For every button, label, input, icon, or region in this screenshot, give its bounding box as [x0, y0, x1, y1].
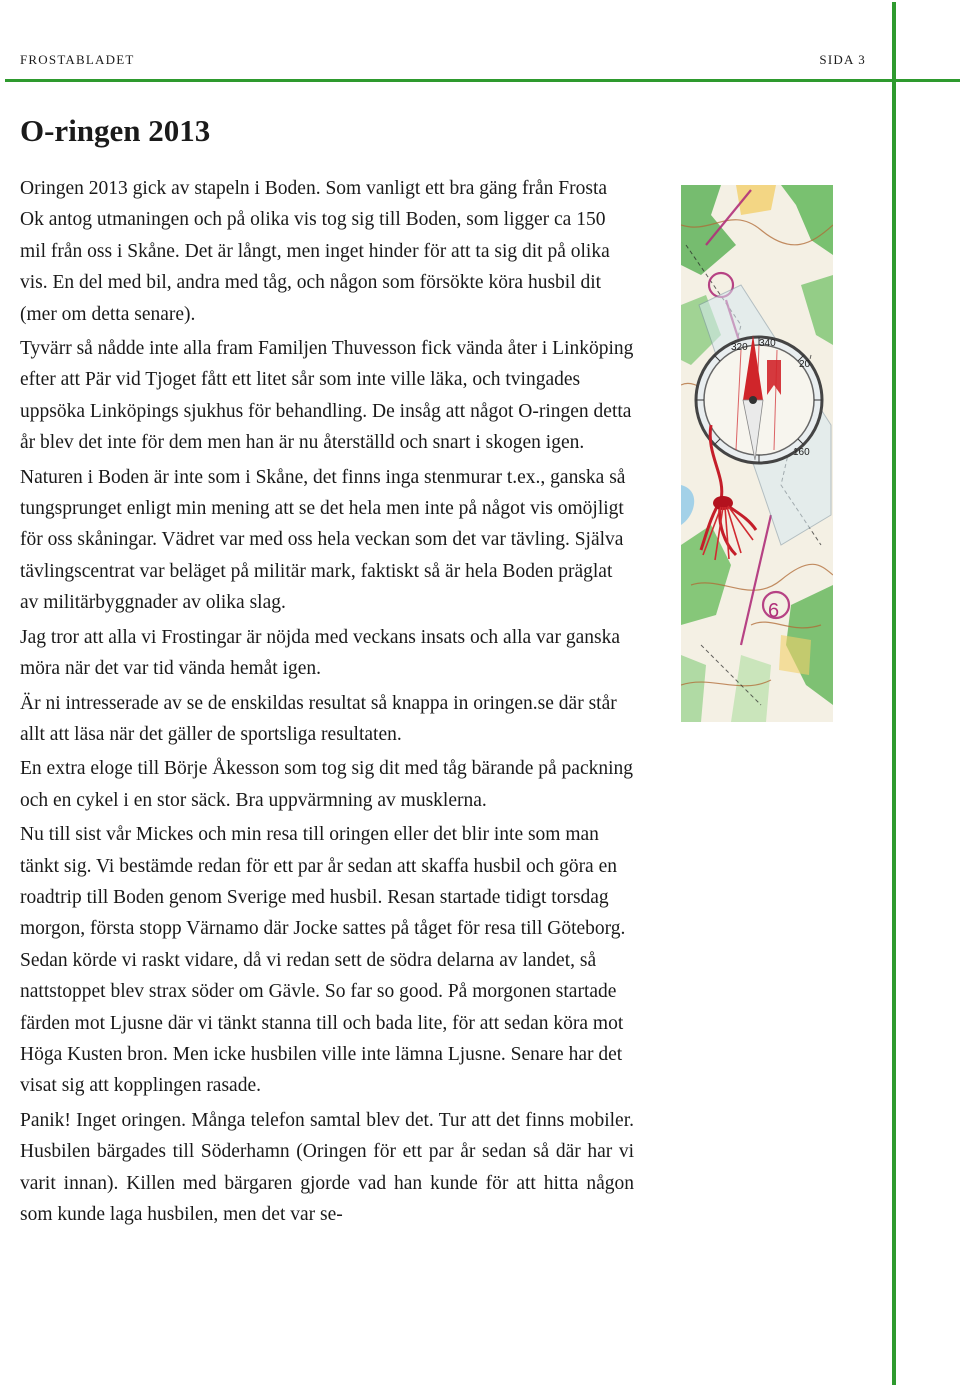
paragraph-2: Tyvärr så nådde inte alla fram Familjen Thuvesson fick vända åter i Linköping efter att Pär vid Tjoget fått ett litet sår som inte ville läka, och tvingades uppsöka Linköpings sjukhus för behandling. De insåg att något O-ringen detta år blev det inte för dem men han är nu återställd och snart i skogen igen. [20, 338, 634, 454]
margin-rule [892, 2, 896, 1385]
paragraph-6: En extra eloge till Börje Åkesson som tog sig dit med tåg bärande på packning och en cykel i en stor säck. Bra uppvärmning av musklerna. [20, 758, 634, 811]
page-number: SIDA 3 [819, 52, 866, 67]
compass-map-photo [681, 185, 833, 722]
paragraph-5: Är ni intresserade av se de enskildas resultat så knappa in oringen.se där står allt att läsa när det gäller de sportsliga resultaten. [20, 692, 617, 745]
newsletter-name: FROSTABLADET [20, 52, 135, 67]
article-body [20, 173, 634, 1233]
paragraph-8: Panik! Inget oringen. Många telefon samtal blev det. Tur att det finns mobiler. Husbilen bärgades till Söderhamn (Oringen för ett par år sedan så där har vi varit innan). Killen med bärgaren gjorde vad han kunde för att hitta någon som kunde laga husbilen, men det var se- [20, 1109, 634, 1225]
page-header [20, 52, 866, 72]
compass-label-20: 20 [799, 359, 811, 370]
paragraph-3: Naturen i Boden är inte som i Skåne, det finns inga stenmurar t.ex., ganska så tungsprunget enligt min mening att se det hela men inte på något vis omöjligt för oss skåningar. Vädret var med oss hela veckan som det var tävling. Själva tävlingscentrat var beläget på militär mark, faktiskt så är hela Boden präglat av militärbyggnader av olika slag. [20, 466, 626, 614]
compass-label-320: 320 [731, 342, 748, 353]
compass-label-340: 340 [759, 338, 776, 349]
paragraph-4: Jag tror att alla vi Frostingar är nöjda med veckans insats och alla var ganska möra när det var tid vända hemåt igen. [20, 626, 620, 680]
paragraph-7: Nu till sist vår Mickes och min resa till oringen eller det blir inte som man tänkt sig. Vi bestämde redan för ett par år sedan att skaffa husbil och göra en roadtrip till Boden genom Sverige med husbil. Resan startade tidigt torsdag morgon, första stopp Värnamo där Jocke sattes på tåget för resa till Göteborg. Sedan körde vi raskt vidare, då vi redan sett de södra delarna av landet, så nattstoppet blev strax söder om Gävle. So far so good. På morgonen startade färden mot Ljusne där vi tänkt stanna till och bada lite, för att sedan köra mot Höga Kusten bron. Men icke husbilen ville inte lämna Ljusne. Senare har det visat sig att kopplingen rasade. [20, 824, 626, 1097]
article-title: O-ringen 2013 [20, 113, 211, 148]
compass-label-160: 160 [793, 447, 810, 458]
paragraph-1: Oringen 2013 gick av stapeln i Boden. Som vanligt ett bra gäng från Frosta Ok antog utmaningen och på olika vis tog sig till Boden, som ligger ca 150 mil från oss i Skåne. Det är långt, men inget hinder för att ta sig dit på olika vis. En del med bil, andra med tåg, och någon som försökte köra husbil dit (mer om detta senare). [20, 178, 610, 325]
header-rule [5, 79, 960, 82]
map-control-number: 6 [768, 600, 780, 622]
